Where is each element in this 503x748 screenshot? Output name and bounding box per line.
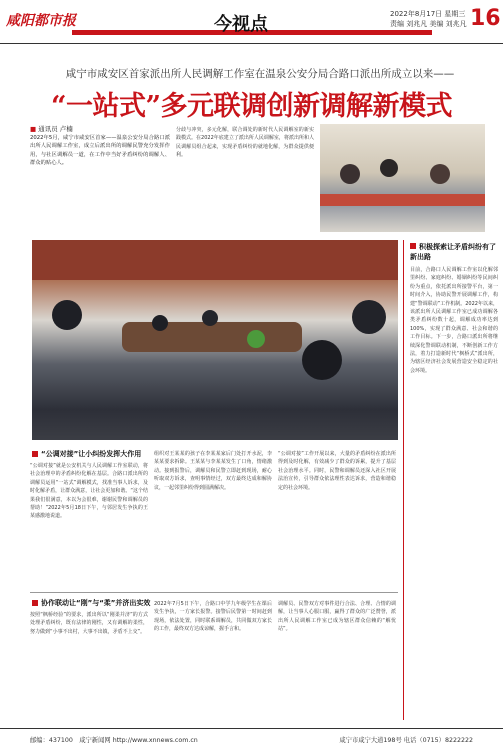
- footer-left: 邮编：437100 咸宁新闻网 http://www.xnnews.com.cn: [30, 737, 198, 744]
- section-2-col-3: 调解员、民警双方对事件进行合法、合理、合情的调解，让当事人心服口服，赢得了群众的广泛赞誉，派出所人民调解工作室已成为辖区群众信赖的“解忧站”。: [278, 601, 396, 633]
- byline: ■ 通讯员 卢楠: [30, 124, 73, 133]
- section-title-2: 协作联动让“刚”与“柔”并济出实效: [41, 599, 151, 607]
- side-section-body: 目前，合路口人民调解工作室以化解邻里纠纷、家庭纠纷、婚姻纠纷等民间纠纷为重点，依托派出所接警平台，第一时间介入，协助民警开展调解工作，构建“警调联动”工作机制。2022年以来，该派出所人民调解工作室已成功调解各类矛盾纠纷数十起，调解成功率达到100%，实现了群众满意、社会和谐的工作目标。下一步，合路口派出所将继续深化警调联动机制，不断创新工作方法，着力打造新时代“枫桥式”派出所，为辖区经济社会发展营造安全稳定的社会环境。: [410, 267, 498, 374]
- side-section-heading: [410, 242, 498, 262]
- paper-name: 咸阳都市报: [6, 13, 76, 29]
- date-line: [390, 9, 467, 29]
- footer-right: 咸宁市咸宁大道198号 电话（0715）8222222: [339, 737, 473, 744]
- page-number: 16: [470, 6, 501, 31]
- section-2-col-2: 2022年7月5日下午，合路口中学九年级学生在课后发生争执，一方家长报警。接警后民警第一时间赶到现场，依法处置，同时联系调解员，共同做双方家长的工作，最终双方达成谅解，握手言和。: [154, 601, 272, 633]
- section-1-col-1: “公调对接”就是公安机关与人民调解工作室联动，将社会治理中的矛盾纠纷化解在基层。合路口派出所的调解员运用“一站式”调解模式，找准当事人诉求，及时化解矛盾，让群众满意，让社会更加和谐。“这个结果我们很满意，本以为会很难，谢谢民警和调解员的帮助！”2022年5月18日下午，与邻居发生争执的王某感激地说道。: [30, 463, 148, 520]
- heading-marker: [410, 243, 416, 249]
- side-section-title: 积极探索让矛盾纠纷有了新出路: [410, 243, 496, 261]
- section-2-col-1: 按照“枫桥经验”的要求，派出所以“刚柔并济”的方式处理矛盾纠纷，既有法律的刚性，又有调解的柔性，努力做到“小事不出村，大事不出镇，矛盾不上交”。: [30, 612, 148, 635]
- article-headline: “一站式”多元联调创新调解新模式: [50, 91, 453, 122]
- lead-paragraph: 2022年5月，咸宁市咸安区首家——温泉公安分局合路口派出所人民调解工作室，成立后派出所的调解民警充分发挥作用，与社区调解员一道，在工作中当好矛盾纠纷的调解人、群众的贴心人。: [30, 135, 170, 167]
- section-divider: [30, 592, 398, 593]
- section-heading-2: [32, 598, 150, 608]
- article-kicker: 咸宁市咸安区首家派出所人民调解工作室在温泉公安分局合路口派出所成立以来——: [65, 68, 455, 80]
- section-title: 今视点: [214, 14, 268, 35]
- page-footer: [0, 728, 503, 748]
- section-heading-1: [32, 449, 141, 459]
- editor-text: 责编 刘兆凡 美编 刘兆凡: [390, 20, 467, 28]
- masthead: [0, 0, 503, 44]
- section-title-1: “公调对接”让小纠纷发挥大作用: [41, 450, 142, 458]
- section-1-col-3: “公调对接”工作开展以来，大量的矛盾纠纷在派出所得到及时化解，有效减少了群众的诉累，提升了基层社会治理水平。同时，民警和调解员还深入社区开展法治宣传，引导群众依法理性表达诉求，营造和谐稳定的社会环境。: [278, 451, 396, 491]
- heading-marker: [32, 451, 38, 457]
- meeting-photo: [320, 124, 485, 232]
- date-text: 2022年8月17日 星期三: [390, 10, 466, 18]
- column-divider: [403, 240, 404, 720]
- intro-paragraph: 分歧与冲突，多元化解，联合调处的新时代人民调解室的新实践模式。在2022年底建立了派出所人民调解室，将派出所和人民调解员组合起来，实现矛盾纠纷的就地化解，为群众提供便利。: [176, 127, 314, 159]
- mediation-room-photo: [32, 240, 398, 440]
- heading-marker: [32, 600, 38, 606]
- section-1-col-2: 组织对王某某的孩子在李某某家后门处打开水泥，李某某要求拆除。王某某与李某某发生了口角，情绪激动。接到报警后，调解员和民警立即赶到现场，耐心听取双方诉求，查明事情经过，双方最终达成和解协议，一起邻里纠纷得到圆满解决。: [154, 451, 272, 491]
